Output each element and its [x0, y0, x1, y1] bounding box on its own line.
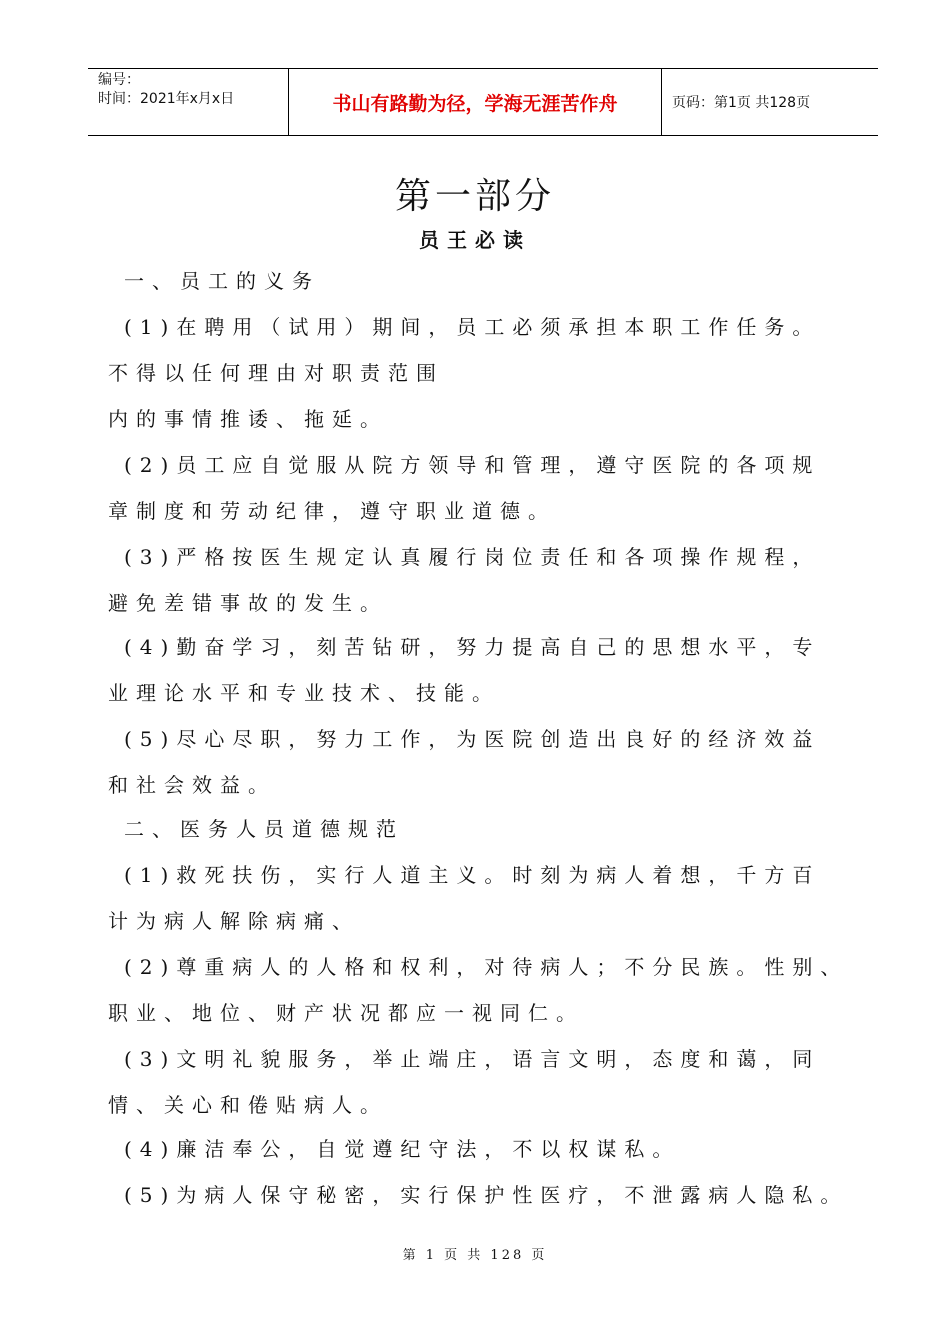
text-line: 职业、地位、财产状况都应一视同仁。 [108, 1001, 584, 1025]
text-line: (1)救死扶伤，实行人道主义。时刻为病人着想，千方百 [124, 863, 821, 887]
text-line: 和社会效益。 [108, 773, 276, 797]
text-line: (5)尽心尽职，努力工作，为医院创造出良好的经济效益 [124, 727, 821, 751]
page-footer: 第 1 页 共 128 页 [402, 1248, 548, 1263]
text-line: 不得以任何理由对职责范围 [108, 361, 444, 385]
header-slogan: 书山有路勤为径，学海无涯苦作舟 [288, 69, 662, 135]
header-number-label: 编号： [98, 72, 140, 88]
text-line: (2)员工应自觉服从院方领导和管理，遵守医院的各项规 [124, 453, 821, 477]
text-line: (3)严格按医生规定认真履行岗位责任和各项操作规程， [124, 545, 821, 569]
text-line: (1)在聘用（试用）期间，员工必须承担本职工作任务。 [124, 315, 821, 339]
text-line: (2)尊重病人的人格和权利，对待病人；不分民族。性别、 [124, 955, 849, 979]
text-line: 业理论水平和专业技术、技能。 [108, 681, 500, 705]
text-line: 内的事情推诿、拖延。 [108, 407, 388, 431]
text-line: 章制度和劳动纪律，遵守职业道德。 [108, 499, 556, 523]
text-line: 避免差错事故的发生。 [108, 591, 388, 615]
header-page-info: 页码：第1页 共128页 [672, 95, 811, 111]
section-heading: 一、员工的义务 [124, 269, 320, 293]
document-title: 第一部分 [394, 176, 555, 217]
section-heading: 二、医务人员道德规范 [124, 817, 404, 841]
header-meta [88, 69, 288, 135]
text-line: (4)廉洁奉公，自觉遵纪守法，不以权谋私。 [124, 1137, 681, 1161]
text-line: (3)文明礼貌服务，举止端庄，语言文明，态度和蔼，同 [124, 1047, 821, 1071]
text-line: (4)勤奋学习，刻苦钻研，努力提高自己的思想水平，专 [124, 635, 821, 659]
header-time: 时间：2021年x月x日 [98, 91, 235, 107]
text-line: 情、关心和倦贴病人。 [108, 1093, 388, 1117]
document-subtitle: 员王必读 [419, 228, 531, 252]
text-line: (5)为病人保守秘密，实行保护性医疗，不泄露病人隐私。 [124, 1183, 849, 1207]
page-header [88, 68, 878, 136]
text-line: 计为病人解除病痛、 [108, 909, 360, 933]
